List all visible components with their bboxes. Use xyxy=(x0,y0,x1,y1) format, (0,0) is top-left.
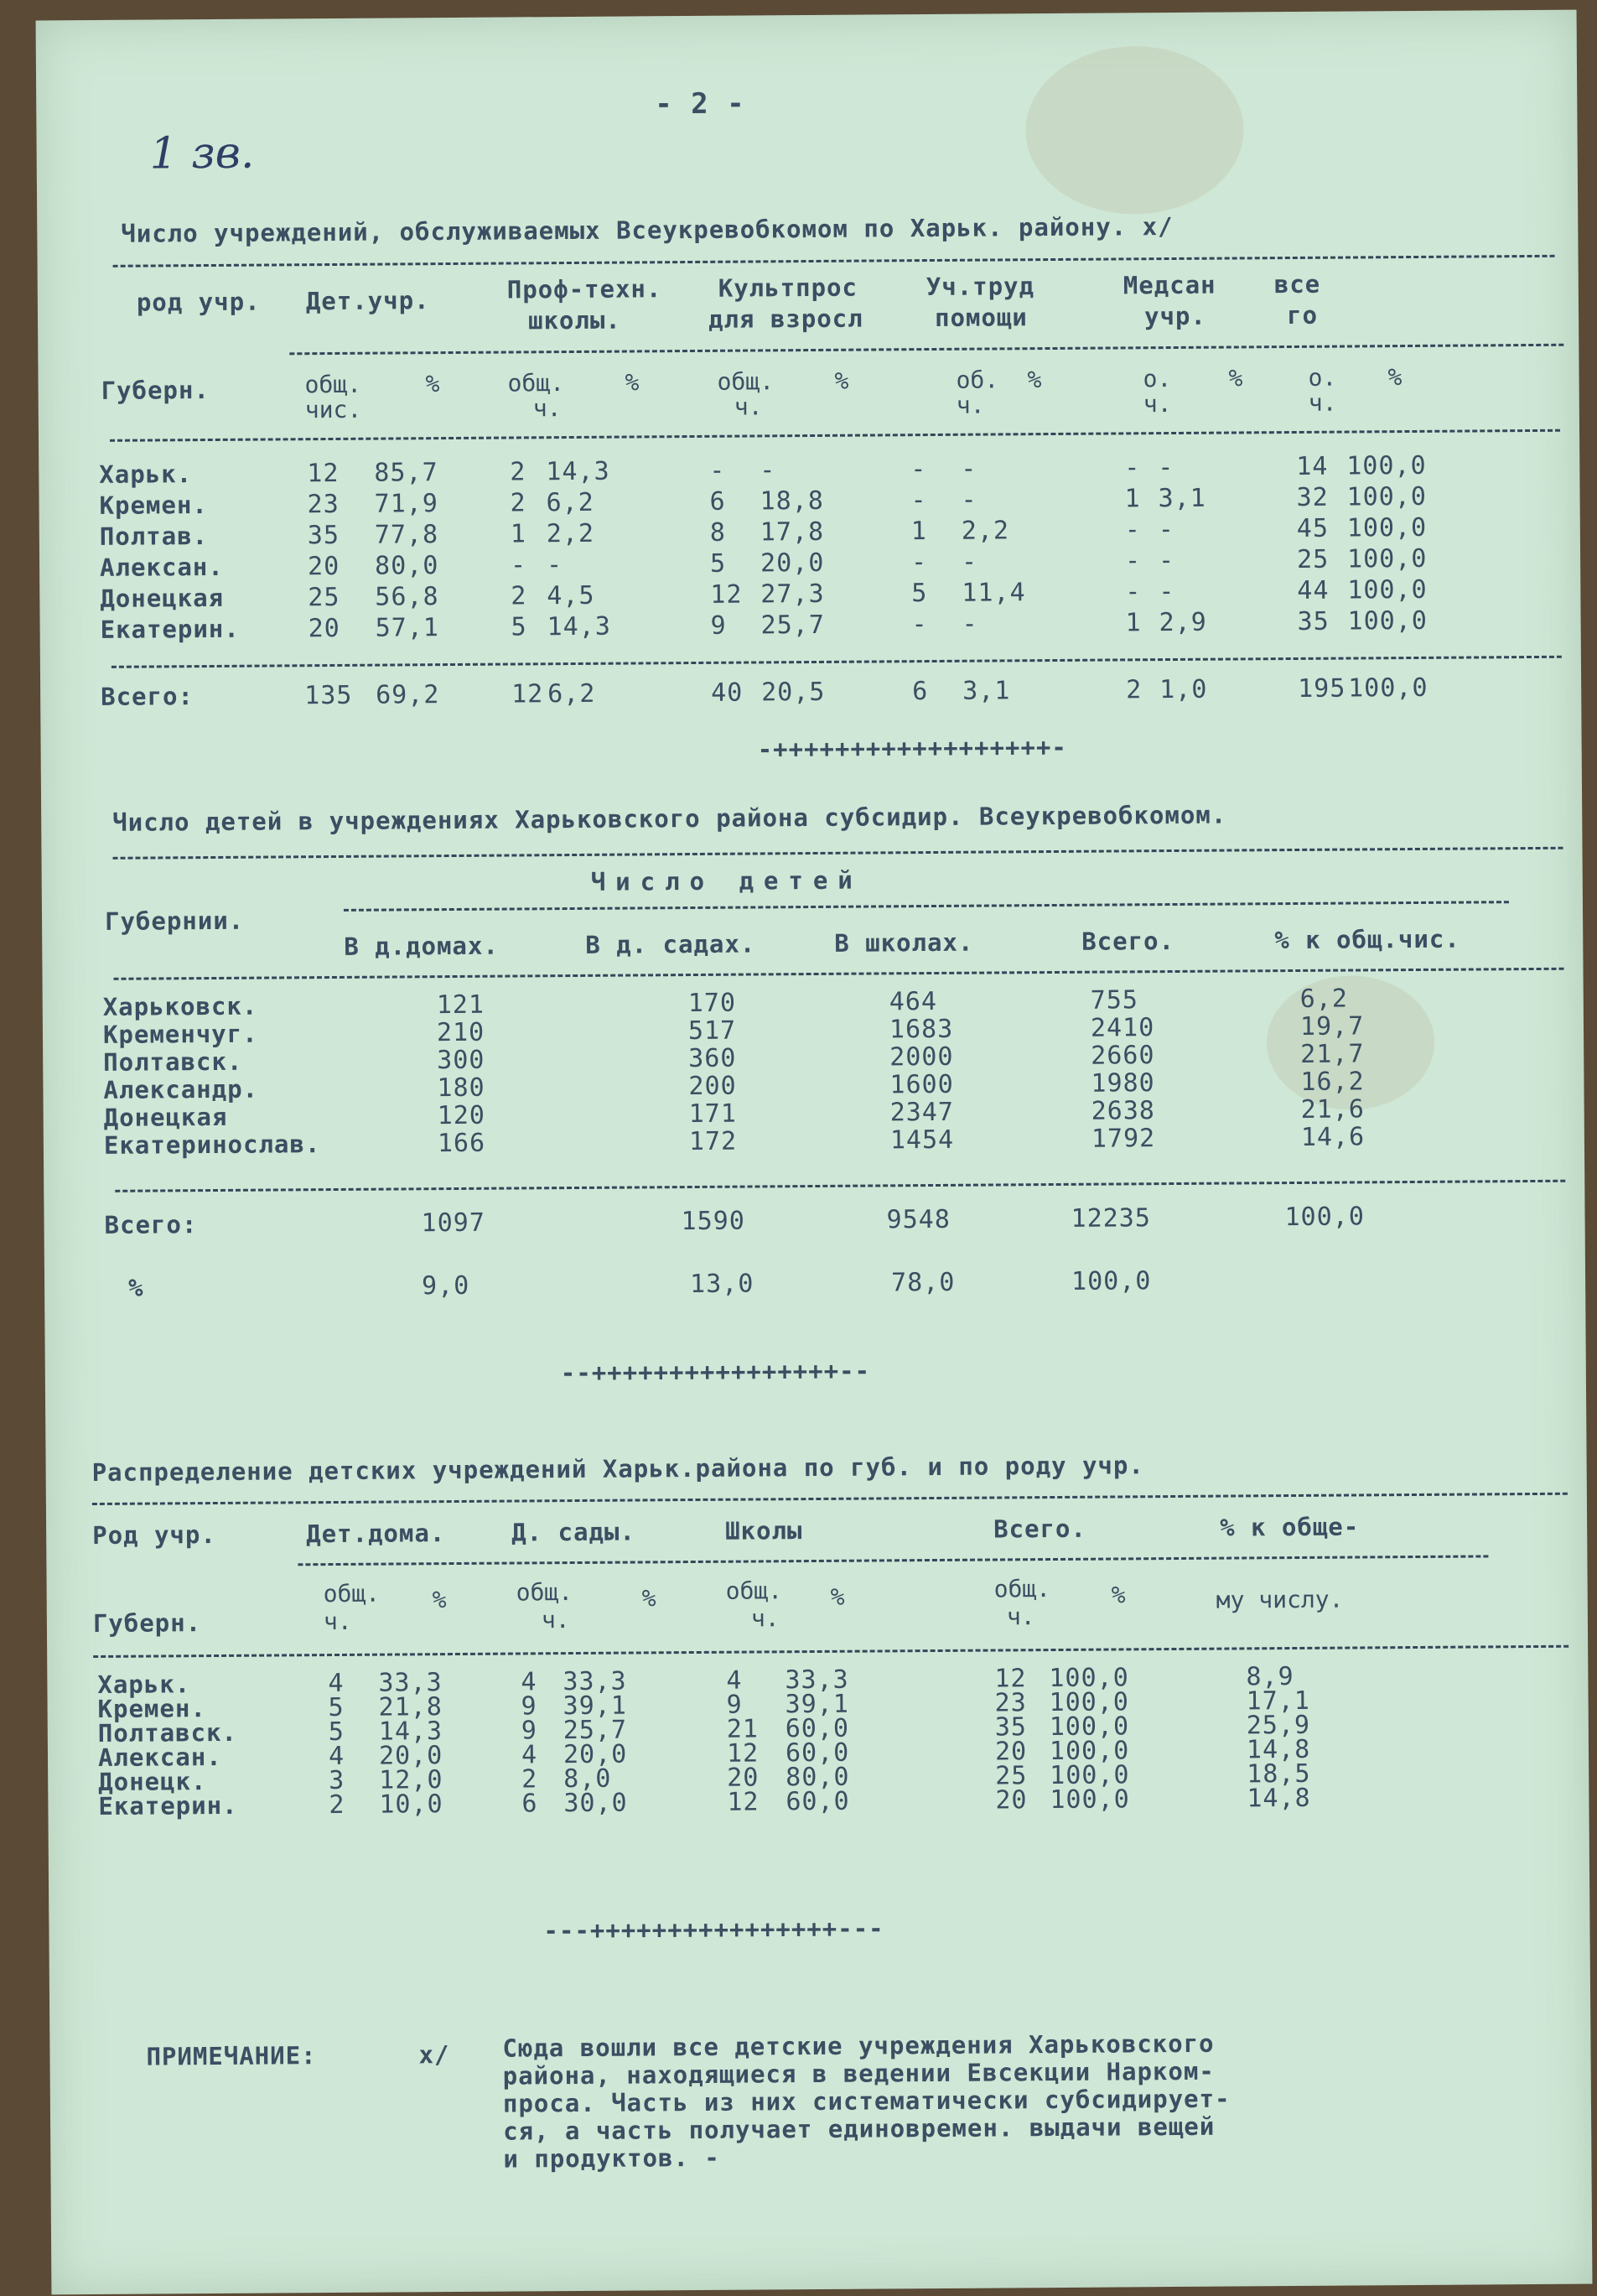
table-cell: - xyxy=(911,610,928,640)
table-cell: 13,0 xyxy=(689,1269,754,1300)
divider xyxy=(298,1555,1488,1566)
row-label: Донецкая xyxy=(103,1102,228,1132)
subheader: ч. xyxy=(750,1604,780,1633)
table-cell: 9,0 xyxy=(421,1270,470,1301)
table-cell: 21,6 xyxy=(1300,1094,1366,1125)
table-cell: 5 xyxy=(709,548,727,579)
table-cell: 10,0 xyxy=(379,1790,443,1820)
table-cell: 100,0 xyxy=(1347,574,1428,605)
table-cell: - xyxy=(510,550,527,580)
row-label: Алексан. xyxy=(97,1742,222,1772)
table-cell: 80,0 xyxy=(786,1762,850,1793)
table-cell: 12 xyxy=(994,1664,1027,1694)
subheader: общ. xyxy=(323,1579,381,1608)
table-cell: 25,7 xyxy=(563,1715,628,1746)
row-label: Кремен. xyxy=(97,1694,206,1723)
table-cell: 6,2 xyxy=(1299,984,1349,1014)
table-cell: 18,8 xyxy=(760,486,824,517)
table-cell: 35 xyxy=(307,520,340,551)
table1-head-proftech-2: школы. xyxy=(527,305,621,335)
table-cell: 56,8 xyxy=(375,582,439,612)
table-cell: - xyxy=(1124,453,1141,483)
table-cell: 12,0 xyxy=(379,1765,443,1795)
table-cell: 100,0 xyxy=(1284,1202,1365,1233)
t1-sub: ч. xyxy=(1143,390,1172,418)
table-cell: 172 xyxy=(688,1126,738,1157)
table-cell: 69,2 xyxy=(376,680,440,710)
divider xyxy=(110,429,1560,442)
table-cell: 40 xyxy=(711,678,744,708)
table-cell: 464 xyxy=(889,986,938,1017)
table-cell: 171 xyxy=(688,1099,737,1130)
table-cell: 11,4 xyxy=(962,578,1026,608)
table-cell: - xyxy=(709,455,726,486)
subheader: ч. xyxy=(323,1607,352,1636)
table-cell: 517 xyxy=(687,1016,737,1047)
table-cell: 8,9 xyxy=(1246,1662,1294,1692)
table-cell: 1590 xyxy=(681,1206,745,1237)
table-cell: 3,1 xyxy=(1158,483,1206,514)
table-cell: 25 xyxy=(995,1761,1028,1791)
table1-head-medsan: Медсан xyxy=(1123,270,1216,300)
divider xyxy=(111,656,1562,668)
column-header: Род учр. xyxy=(92,1519,216,1551)
row-label: Екатеринослав. xyxy=(103,1130,321,1160)
footnote-label: ПРИМЕЧАНИЕ: xyxy=(146,2041,317,2071)
subheader: % xyxy=(1111,1581,1126,1609)
table-cell: 45 xyxy=(1296,513,1330,543)
table-cell: 12 xyxy=(511,679,544,709)
table-cell: 100,0 xyxy=(1049,1663,1129,1694)
handwritten-mark: 1 зв. xyxy=(149,127,255,179)
table-cell: 20,5 xyxy=(761,677,826,708)
t1-sub: % xyxy=(425,370,440,398)
table-cell: - xyxy=(1125,577,1142,607)
table-cell: 300 xyxy=(437,1045,485,1076)
table-cell: 360 xyxy=(688,1043,737,1074)
table1-head-total-2: го xyxy=(1286,300,1319,330)
table-cell: - xyxy=(910,455,927,485)
table-cell: 19,7 xyxy=(1299,1011,1365,1042)
table-cell: 23 xyxy=(307,489,340,520)
table-cell: 20 xyxy=(308,613,340,644)
table-cell: 25 xyxy=(308,582,340,613)
table-cell: - xyxy=(1124,546,1142,576)
table-cell: - xyxy=(961,547,978,577)
table1-head-proftech: Проф-техн. xyxy=(506,274,662,304)
table-cell: 180 xyxy=(437,1073,485,1104)
table-cell: 1,0 xyxy=(1159,674,1208,705)
table-cell: 1980 xyxy=(1091,1068,1155,1099)
table-cell: 20,0 xyxy=(378,1741,443,1771)
t1-sub: о. xyxy=(1308,363,1337,392)
table-cell: 20,0 xyxy=(760,548,825,579)
table-cell: 100,0 xyxy=(1346,450,1427,481)
table-cell: - xyxy=(910,548,928,578)
row-label: Донецкая xyxy=(100,583,225,613)
table-cell: 135 xyxy=(304,680,353,711)
table-cell: 2000 xyxy=(889,1042,954,1073)
table-cell: 100,0 xyxy=(1049,1687,1130,1718)
table-cell: 21,7 xyxy=(1300,1039,1365,1069)
table-cell: - xyxy=(961,454,977,484)
table-cell: 2347 xyxy=(889,1097,955,1128)
table-cell: 1 xyxy=(1124,484,1141,514)
table-cell: 2638 xyxy=(1091,1096,1156,1126)
footnote-line: Сюда вошли все детские учреждения Харьковского xyxy=(502,2028,1215,2063)
table-cell: 60,0 xyxy=(785,1713,850,1744)
table1-head-kind: род учр. xyxy=(136,287,261,317)
table-cell: 4 xyxy=(328,1741,345,1772)
table2-group-header: Число детей xyxy=(590,865,863,896)
table-cell: 78,0 xyxy=(890,1267,956,1298)
table-cell: 100,0 xyxy=(1348,673,1428,704)
table-cell: 71,9 xyxy=(374,489,438,519)
column-header: Школы xyxy=(725,1516,803,1545)
subheader: ч. xyxy=(541,1606,570,1634)
paper-stain xyxy=(1025,45,1244,215)
table-cell: 35 xyxy=(1297,606,1330,636)
row-label: Харьковск. xyxy=(102,991,258,1021)
table-cell: 18,5 xyxy=(1247,1758,1311,1790)
column-header: % к общ.чис. xyxy=(1274,924,1460,955)
divider xyxy=(115,1180,1565,1192)
table-cell: 25,9 xyxy=(1246,1710,1311,1741)
table-cell: 9548 xyxy=(886,1204,951,1235)
table1-head-culture: Культпрос xyxy=(718,273,858,303)
table-cell: 14,3 xyxy=(378,1717,443,1747)
table-cell: 100,0 xyxy=(1050,1760,1130,1791)
row-label: Екатерин. xyxy=(98,1790,238,1821)
table-cell: 1600 xyxy=(889,1069,954,1100)
table-cell: 35 xyxy=(994,1712,1028,1743)
table3-separator: ---++++++++++++++++--- xyxy=(543,1914,884,1945)
table-cell: 14,8 xyxy=(1246,1734,1311,1765)
table-cell: 20 xyxy=(727,1763,760,1793)
table-cell: 1 xyxy=(510,519,527,549)
row-label: Екатерин. xyxy=(100,614,240,644)
column-header: Дет.дома. xyxy=(306,1519,446,1549)
table2-title: Число детей в учреждениях Харьковского района субсидир. Всеукревобкомом. xyxy=(112,800,1227,837)
table-cell: 17,1 xyxy=(1246,1686,1310,1717)
table-cell: 5 xyxy=(511,612,527,642)
table-cell: 12 xyxy=(727,1787,760,1817)
table-cell: 6,2 xyxy=(546,487,594,518)
footnote-line: и продуктов. - xyxy=(503,2143,720,2174)
table-cell: 2660 xyxy=(1091,1041,1155,1071)
footnote-line: района, находящиеся в ведении Евсекции Нарком- xyxy=(502,2056,1215,2091)
column-header: В д. садах. xyxy=(585,929,756,959)
row-label: Харьк. xyxy=(99,460,193,489)
table-cell: 21,8 xyxy=(378,1692,443,1722)
table-cell: 2,2 xyxy=(546,518,595,549)
table-cell: 210 xyxy=(436,1017,485,1048)
row-label: Донецк. xyxy=(98,1767,207,1796)
table-cell: 23 xyxy=(994,1688,1027,1718)
table-cell: - xyxy=(1158,514,1175,545)
table-cell: 5 xyxy=(328,1692,345,1723)
t1-sub: ч. xyxy=(956,391,985,419)
divider xyxy=(289,344,1563,356)
table-cell: 1 xyxy=(910,517,928,547)
subheader: % xyxy=(830,1582,845,1611)
table-cell: 14,3 xyxy=(547,611,611,642)
footnote-line: ся, а часть получает единовремен. выдачи вещей xyxy=(503,2112,1216,2146)
table-cell: 2410 xyxy=(1090,1013,1155,1043)
table-cell: 2 xyxy=(521,1764,538,1795)
row-label: % xyxy=(127,1273,144,1302)
table-cell: 25,7 xyxy=(760,610,825,641)
table-cell: 12235 xyxy=(1071,1203,1151,1234)
table-cell: 1 xyxy=(1125,608,1142,638)
table2-separator: --++++++++++++++++-- xyxy=(560,1356,871,1388)
table-cell: 755 xyxy=(1090,985,1139,1016)
table-cell: 39,1 xyxy=(563,1691,627,1722)
table-cell: 3,1 xyxy=(962,676,1011,706)
column-header: Всего. xyxy=(993,1514,1087,1544)
divider xyxy=(93,1645,1568,1658)
table-cell: 1683 xyxy=(889,1014,954,1045)
column-header: В д.домах. xyxy=(344,931,499,961)
table-cell: 20 xyxy=(307,551,340,582)
table-cell: 4 xyxy=(521,1740,538,1770)
table-cell: 2 xyxy=(1126,675,1143,705)
table-cell: 33,3 xyxy=(785,1665,849,1696)
subheader: % xyxy=(641,1584,656,1613)
subheader: ч. xyxy=(1006,1603,1035,1631)
table-cell: 20 xyxy=(995,1785,1028,1816)
subheader: общ. xyxy=(993,1575,1051,1603)
table-cell: 85,7 xyxy=(374,458,438,488)
table1-separator: -++++++++++++++++++- xyxy=(757,732,1067,764)
subheader: % xyxy=(432,1586,447,1614)
table-cell: 2 xyxy=(511,581,527,611)
table-cell: 2,9 xyxy=(1159,607,1207,638)
table-cell: 4 xyxy=(328,1668,345,1699)
table-cell: 14,3 xyxy=(546,456,610,487)
table-cell: 170 xyxy=(687,988,737,1019)
table-cell: 17,8 xyxy=(760,517,825,548)
table-cell: 9 xyxy=(521,1716,537,1746)
table-cell: 12 xyxy=(710,579,743,610)
table-cell: 21 xyxy=(726,1714,760,1744)
column-header: % к обще- xyxy=(1220,1512,1360,1542)
table-cell: 2 xyxy=(329,1790,345,1821)
table-cell: 14 xyxy=(1296,451,1329,481)
subheader: му числу. xyxy=(1216,1585,1344,1614)
t1-sub: % xyxy=(1387,363,1403,392)
t1-sub: % xyxy=(834,366,849,395)
table-cell: 195 xyxy=(1298,673,1346,704)
column-header: Д. сады. xyxy=(511,1517,635,1547)
table-cell: 100,0 xyxy=(1346,512,1428,543)
table1-head-total: все xyxy=(1273,269,1321,299)
table-cell: - xyxy=(962,609,978,639)
table-cell: 6 xyxy=(709,486,726,517)
column-header: Всего. xyxy=(1081,926,1175,956)
table-cell: 1792 xyxy=(1091,1124,1156,1154)
table-cell: - xyxy=(1124,515,1142,545)
footnote-line: проса. Часть из них систематически субсидирует- xyxy=(502,2084,1231,2118)
table-cell: 20,0 xyxy=(563,1739,628,1770)
document-page xyxy=(36,10,1593,2295)
t1-sub: ч. xyxy=(734,392,763,421)
table-cell: 60,0 xyxy=(786,1786,850,1817)
table-cell: 2 xyxy=(510,488,526,518)
table-cell: 80,0 xyxy=(374,551,439,581)
table-cell: 25 xyxy=(1296,544,1330,574)
row-label: Кременчуг. xyxy=(102,1019,258,1049)
table-cell: 14,6 xyxy=(1300,1122,1366,1152)
table-cell: 2 xyxy=(510,457,526,487)
table-cell: 9 xyxy=(710,610,727,641)
row-label: Полтавск. xyxy=(97,1717,238,1748)
table-cell: 200 xyxy=(688,1071,737,1102)
table-cell: 100,0 xyxy=(1347,605,1428,636)
table-cell: 30,0 xyxy=(563,1788,628,1819)
table-cell: 8,0 xyxy=(563,1764,612,1795)
table1-head-medsan-2: учр. xyxy=(1143,301,1207,331)
page-number: - 2 - xyxy=(655,86,745,122)
table-cell: 16,2 xyxy=(1300,1067,1365,1097)
table3-title: Распределение детских учреждений Харьк.района по губ. и по роду учр. xyxy=(91,1451,1144,1488)
table-cell: - xyxy=(1158,452,1174,483)
row-label: Всего: xyxy=(101,682,194,711)
table-cell: - xyxy=(961,485,977,515)
table-cell: 120 xyxy=(437,1100,485,1131)
table-cell: 3 xyxy=(329,1765,345,1796)
table-cell: 6,2 xyxy=(547,678,596,709)
table-cell: 27,3 xyxy=(760,579,825,610)
table-cell: - xyxy=(1158,545,1175,576)
t1-sub: чис. xyxy=(304,395,362,424)
row-label: Александр. xyxy=(103,1074,259,1104)
table1-title: Число учреждений, обслуживаемых Всеукревобкомом по Харьк. району. x/ xyxy=(121,211,1174,248)
subheader: общ. xyxy=(516,1578,573,1607)
t1-sub: % xyxy=(1027,366,1042,394)
t1-sub: ч. xyxy=(1308,388,1337,417)
table-cell: 8 xyxy=(709,517,727,548)
table-cell: 6 xyxy=(521,1789,538,1819)
table-cell: 100,0 xyxy=(1049,1712,1130,1743)
table-cell: - xyxy=(1159,576,1175,607)
table2-row-header: Губернии. xyxy=(104,906,245,936)
table1-head-labor: Уч.труд xyxy=(926,272,1035,302)
table-cell: 33,3 xyxy=(378,1668,443,1698)
table-cell: 12 xyxy=(726,1738,760,1769)
t1-sub: % xyxy=(1228,364,1243,392)
table-cell: 4 xyxy=(726,1665,743,1696)
table-cell: 100,0 xyxy=(1050,1784,1130,1816)
row-label: Харьк. xyxy=(97,1670,191,1699)
table-cell: 44 xyxy=(1297,575,1330,605)
table-cell: 2,2 xyxy=(961,516,1010,546)
t1-sub: об. xyxy=(956,366,999,394)
table-cell: 12 xyxy=(307,458,340,489)
table-cell: 20 xyxy=(994,1737,1028,1767)
row-label: Всего: xyxy=(104,1210,198,1239)
divider xyxy=(344,901,1509,912)
t1-sub: общ. xyxy=(304,370,362,399)
table-cell: 121 xyxy=(436,990,485,1021)
row-label: Губерн. xyxy=(92,1608,202,1639)
table1-head-culture-2: для взросл xyxy=(708,304,863,334)
row-label: Полтавск. xyxy=(103,1047,243,1077)
table-cell: 5 xyxy=(911,579,928,609)
table-cell: 166 xyxy=(437,1128,486,1159)
table1-head-childinst: Дет.учр. xyxy=(305,286,430,316)
t1-sub: общ. xyxy=(717,367,775,396)
table1-head-labor-2: помощи xyxy=(934,303,1028,332)
table-cell: - xyxy=(760,455,776,486)
table-cell: 77,8 xyxy=(374,520,439,550)
table-cell: 100,0 xyxy=(1071,1266,1152,1296)
column-header: В школах. xyxy=(834,927,974,958)
table-cell: 9 xyxy=(521,1691,537,1722)
footnote-marker: x/ xyxy=(418,2040,450,2070)
table-cell: 100,0 xyxy=(1049,1736,1130,1767)
table-cell: 6 xyxy=(912,677,929,707)
table-cell: 100,0 xyxy=(1346,543,1428,574)
t1-sub: о. xyxy=(1143,365,1172,393)
table-cell: 60,0 xyxy=(785,1738,850,1769)
table-cell: 4,5 xyxy=(547,580,595,611)
table-cell: 5 xyxy=(328,1717,345,1748)
table-cell: 4 xyxy=(521,1667,537,1697)
table-cell: 57,1 xyxy=(375,613,439,643)
subheader: общ. xyxy=(725,1577,783,1605)
row-label: Полтав. xyxy=(99,522,209,551)
row-label: Алексан. xyxy=(99,552,224,582)
t1-sub: % xyxy=(625,368,640,397)
table-cell: 100,0 xyxy=(1346,481,1427,512)
table-cell: 39,1 xyxy=(785,1689,849,1720)
table-cell: 1097 xyxy=(421,1208,485,1239)
table-cell: 33,3 xyxy=(563,1666,627,1697)
t1-sub: общ. xyxy=(507,369,565,397)
t1-sub: ч. xyxy=(532,394,562,423)
divider xyxy=(113,255,1555,268)
divider xyxy=(113,847,1563,860)
table1-sub-label: Губерн. xyxy=(101,376,210,405)
row-label: Кремен. xyxy=(99,491,208,520)
table-cell: - xyxy=(910,486,927,516)
table-cell: 14,8 xyxy=(1247,1783,1311,1814)
table-cell: 1454 xyxy=(889,1125,955,1156)
table-cell: - xyxy=(546,550,563,580)
divider xyxy=(92,1493,1568,1505)
table-cell: 9 xyxy=(726,1690,743,1720)
table-cell: 32 xyxy=(1296,482,1329,512)
